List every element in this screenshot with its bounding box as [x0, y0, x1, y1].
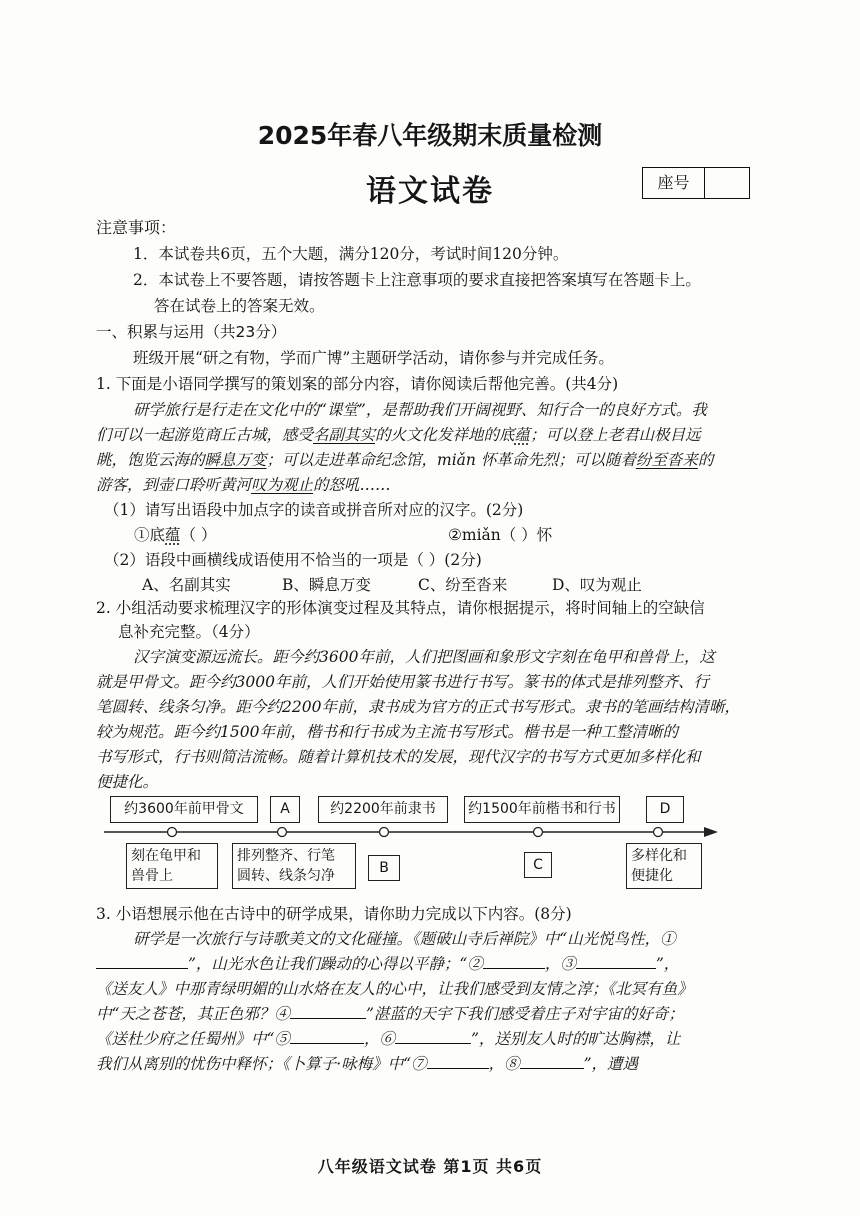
- q1-text: 的火文化发祥地的底: [375, 426, 515, 444]
- timeline-desc-line: 排列整齐、行笔: [237, 848, 335, 864]
- q1-text: 的怒吼……: [313, 476, 391, 494]
- idiom-underlined: 纷至沓来: [635, 451, 698, 469]
- page-footer: 八年级语文试卷 第1页 共6页: [317, 1157, 543, 1176]
- exam-title: 2025年春八年级期末质量检测: [257, 121, 603, 150]
- notice-item-1: 1．本试卷共6页，五个大题，满分120分，考试时间120分钟。: [133, 245, 569, 263]
- q2-passage-line-6: 便捷化。: [96, 773, 159, 791]
- q1-passage-line-1: 研学旅行是行走在文化中的“课堂”，是帮助我们开阔视野、知行合一的良好方式。我: [133, 401, 707, 419]
- q1-text: ①底: [134, 526, 166, 544]
- timeline-desc-line: 多样化和: [631, 848, 687, 864]
- q3-text: ”湛蓝的天宇下我们感受着庄子对宇宙的好奇；: [365, 1005, 684, 1023]
- option-b[interactable]: B、瞬息万变: [282, 576, 371, 594]
- answer-blank-2[interactable]: [483, 954, 545, 969]
- q3-text: 中“天之苍苍，其正色邪？④: [96, 1005, 290, 1023]
- timeline-oracle-bone: 约3600年前甲骨文: [110, 796, 258, 823]
- timeline-desc-line: 圆转、线条匀净: [237, 868, 335, 884]
- section-intro: 班级开展“研之有物，学而广博”主题研学活动，请你参与并完成任务。: [133, 349, 614, 367]
- timeline-regular-running-script: 约1500年前楷书和行书: [464, 796, 620, 823]
- q1-text: ；可以走进革命纪念馆，miǎn 怀革命先烈；可以随着: [266, 451, 636, 469]
- q3-text: ”，山光水色让我们躁动的心得以平静；“②: [188, 955, 483, 973]
- timeline-clerical-script: 约2200年前隶书: [318, 796, 448, 823]
- timeline-seal-desc: [232, 843, 356, 889]
- q2-passage-line-5: 书写形式，行书则简洁流畅。随着计算机技术的发展，现代汉字的书写方式更加多样化和: [96, 748, 701, 766]
- q3-line-5: [96, 1029, 680, 1049]
- idiom-underlined: 瞬息万变: [204, 451, 267, 469]
- q1-sub1: （1）请写出语段中加点字的读音或拼音所对应的汉字。(2分): [104, 501, 524, 519]
- seat-label: 座号: [643, 168, 705, 198]
- answer-blank-1[interactable]: [96, 954, 188, 969]
- q2-passage-line-1: 汉字演变源远流长。距今约3600年前，人们把图画和象形文字刻在龟甲和兽骨上，这: [133, 648, 715, 666]
- dotted-char: 蕴: [165, 526, 181, 544]
- answer-blank-3[interactable]: [576, 954, 656, 969]
- q3-text: ，③: [544, 955, 576, 973]
- q2-passage-line-4: 较为规范。距今约1500年前，楷书和行书成为主流书写形式。楷书是一种工整清晰的: [96, 723, 678, 741]
- q2-stem-line-1: 2. 小组活动要求梳理汉字的形体演变过程及其特点，请你根据提示，将时间轴上的空缺信: [96, 599, 705, 617]
- q3-text: 我们从离别的忧伤中释怀；《卜算子·咏梅》中“⑦: [96, 1055, 427, 1073]
- q3-line-1: 研学是一次旅行与诗歌美文的文化碰撞。《题破山寺后禅院》中“山光悦鸟性，①: [133, 930, 676, 948]
- q3-text: ，⑥: [363, 1030, 395, 1048]
- q1-text: ；可以登上老君山极目远: [530, 426, 701, 444]
- timeline-blank-b[interactable]: B: [368, 855, 400, 881]
- answer-blank[interactable]: （ ）: [180, 526, 217, 544]
- answer-blank-7[interactable]: [427, 1054, 489, 1069]
- timeline-desc-line: 便捷化: [631, 868, 673, 884]
- q3-line-2: [96, 954, 679, 974]
- answer-blank-6[interactable]: [395, 1029, 471, 1044]
- q1-sub2: （2）语段中画横线成语使用不恰当的一项是（ ）(2分): [104, 551, 482, 569]
- option-a[interactable]: A、名副其实: [142, 576, 231, 594]
- q3-text: ”，遭遇: [583, 1055, 639, 1073]
- q1-sub1-answer-b[interactable]: ②miǎn（ ）怀: [448, 526, 553, 544]
- timeline-desc-line: 兽骨上: [131, 868, 173, 884]
- idiom-underlined: 名副其实: [313, 426, 376, 444]
- q1-text: 的: [697, 451, 714, 469]
- q3-line-3: 《送友人》中那青绿明媚的山水烙在友人的心中，让我们感受到友情之淳；《北冥有鱼》: [96, 980, 693, 998]
- timeline-blank-c[interactable]: C: [524, 852, 552, 878]
- idiom-underlined: 叹为观止: [251, 476, 314, 494]
- q3-text: ”，送别友人时的旷达胸襟，让: [470, 1030, 681, 1048]
- timeline-blank-a[interactable]: A: [270, 796, 300, 823]
- q3-text: ”，: [655, 955, 680, 973]
- q2-passage-line-3: 笔圆转、线条匀净。距今约2200年前，隶书成为官方的正式书写形式。隶书的笔画结构清晰，: [96, 698, 740, 716]
- q1-text: 游客，到壶口聆听黄河: [96, 476, 252, 494]
- q1-stem: 1. 下面是小语同学撰写的策划案的部分内容，请你阅读后帮他完善。(共4分): [96, 375, 619, 393]
- q3-line-6: [96, 1054, 638, 1074]
- option-c[interactable]: C、纷至沓来: [418, 576, 508, 594]
- timeline-modern-desc: [626, 843, 702, 889]
- q2-passage-line-2: 就是甲骨文。距今约3000年前，人们开始使用篆书进行书写。篆书的体式是排列整齐、行: [96, 673, 709, 691]
- exam-subtitle: 语文试卷: [366, 174, 494, 209]
- section-heading: 一、积累与运用（共23分）: [96, 323, 287, 341]
- q2-stem-line-2: 息补充完整。（4分）: [118, 623, 260, 641]
- timeline-oracle-desc: [126, 843, 218, 889]
- dotted-char: 蕴: [514, 426, 531, 444]
- q3-line-4: [96, 1004, 684, 1024]
- answer-blank-8[interactable]: [520, 1054, 584, 1069]
- timeline-desc-line: 刻在龟甲和: [131, 848, 201, 864]
- notice-item-3: 答在试卷上的答案无效。: [154, 297, 325, 315]
- answer-blank-4[interactable]: [290, 1004, 366, 1019]
- q3-text: 《送杜少府之任蜀州》中“⑤: [96, 1030, 290, 1048]
- q3-stem: 3. 小语想展示他在古诗中的研学成果，请你助力完成以下内容。(8分): [96, 905, 572, 923]
- notice-item-2: 2．本试卷上不要答题，请按答题卡上注意事项的要求直接把答案填写在答题卡上。: [133, 271, 701, 289]
- timeline-blank-d[interactable]: D: [646, 796, 684, 823]
- notice-heading: 注意事项：: [96, 218, 177, 237]
- q1-text: 们可以一起游览商丘古城，感受: [96, 426, 314, 444]
- option-d[interactable]: D、叹为观止: [552, 576, 642, 594]
- q1-text: 眺，饱览云海的: [96, 451, 205, 469]
- q3-text: ，⑧: [488, 1055, 520, 1073]
- answer-blank-5[interactable]: [290, 1029, 364, 1044]
